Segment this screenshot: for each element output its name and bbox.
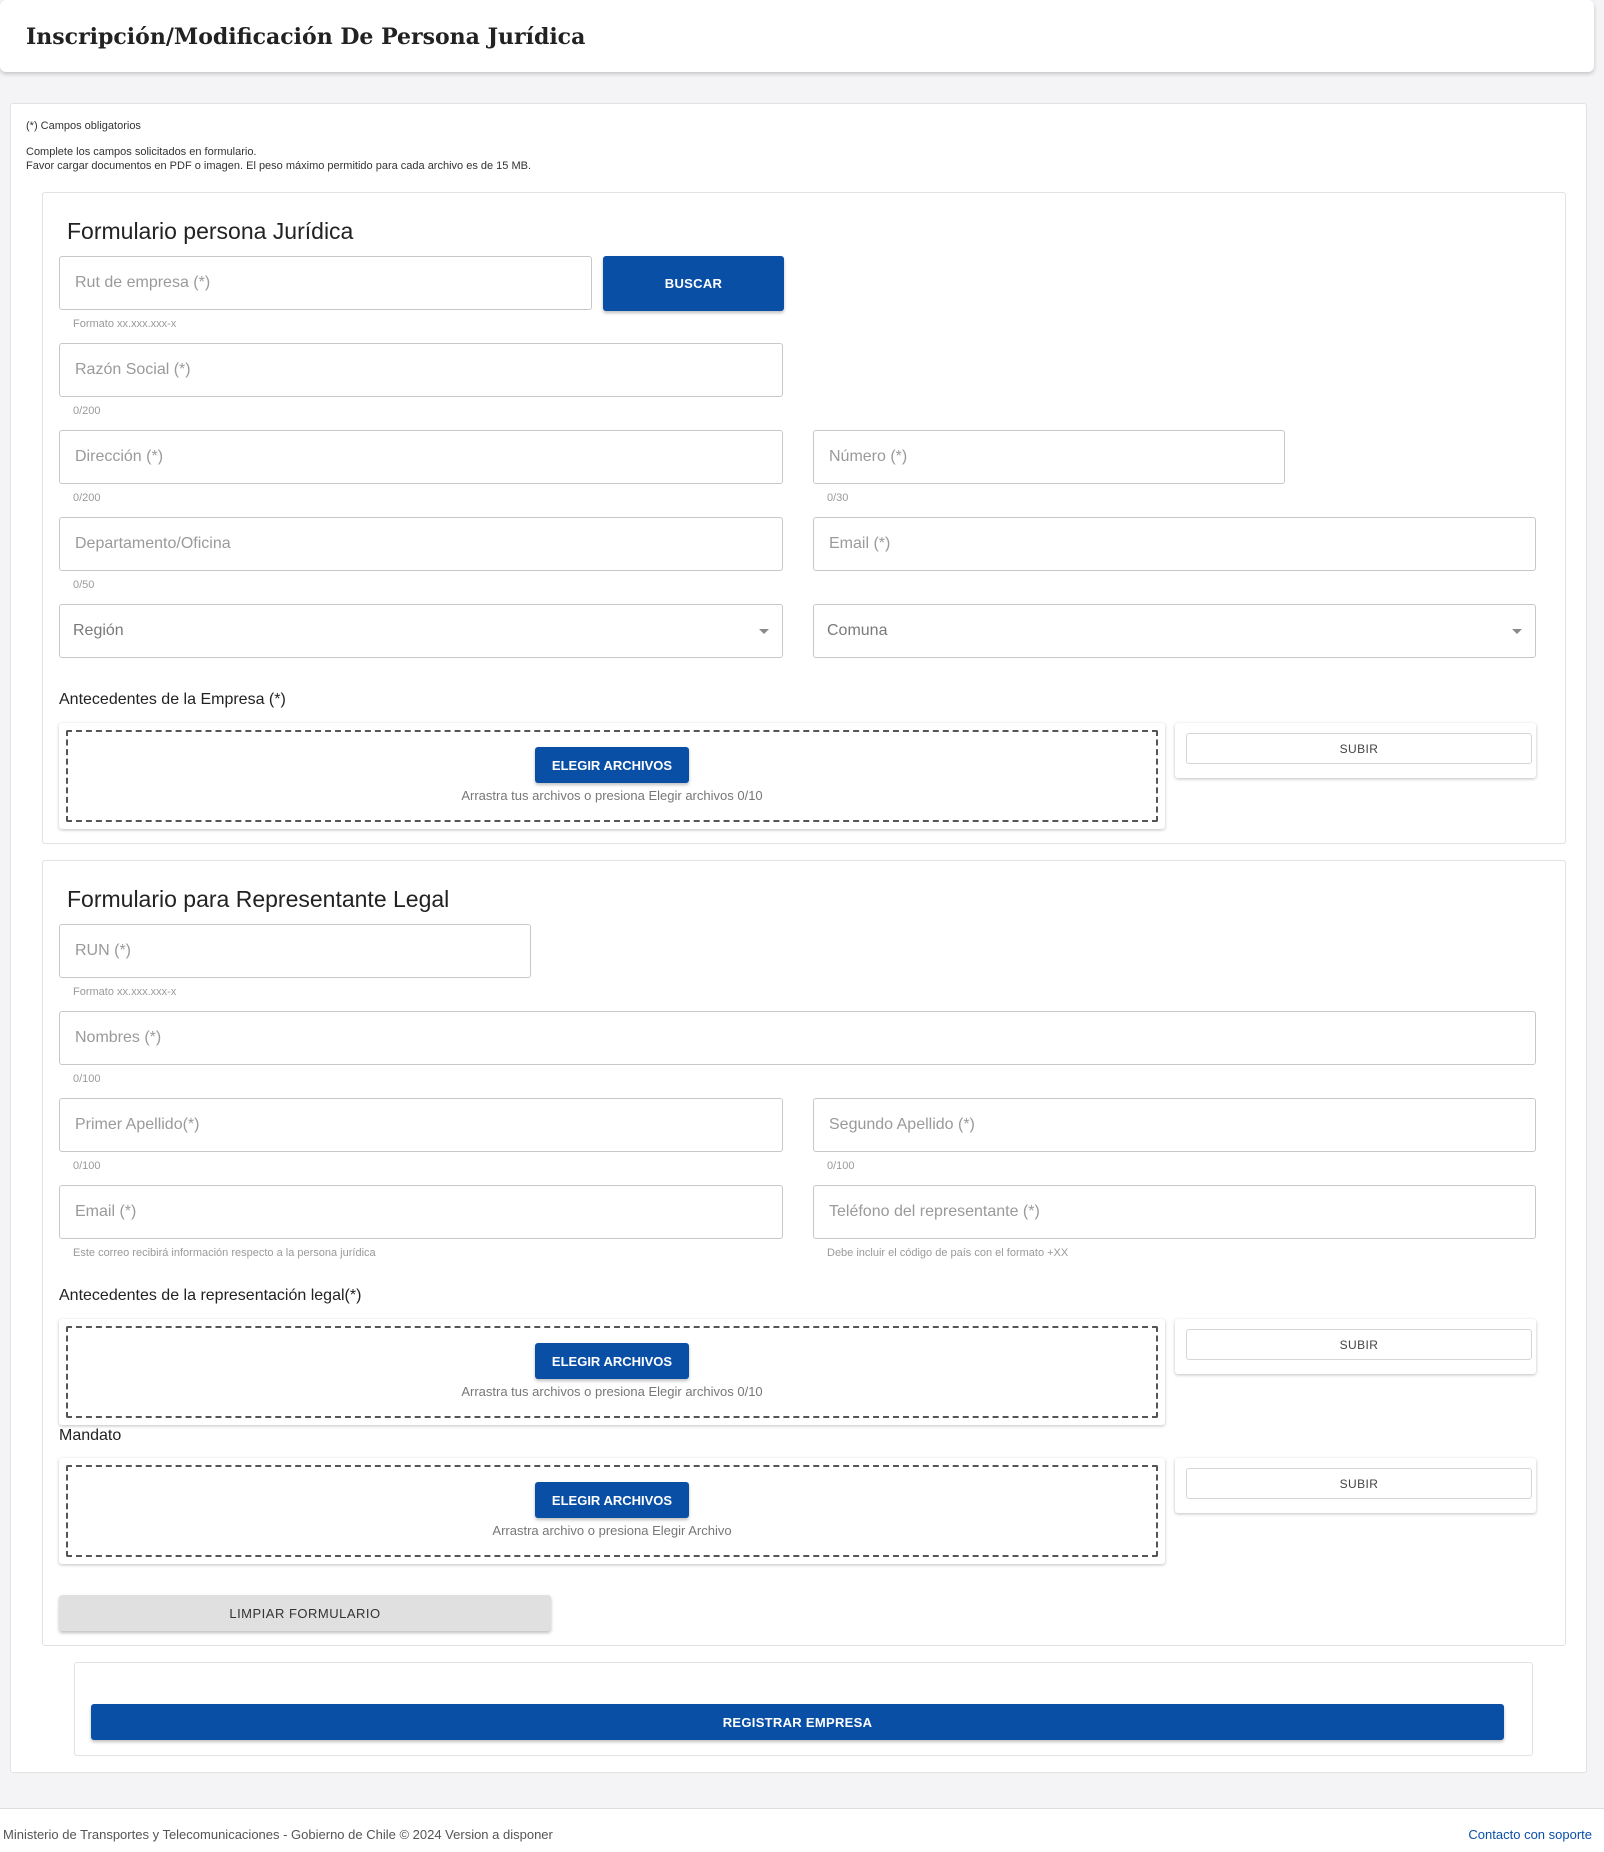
nombres-field[interactable] <box>59 1011 1536 1065</box>
mandato-dropzone[interactable] <box>66 1465 1158 1557</box>
comuna-select-label: Comuna <box>827 622 888 639</box>
segundo-apellido-counter: 0/100 <box>827 1160 855 1172</box>
empresa-email-field[interactable] <box>813 517 1536 571</box>
direccion-counter: 0/200 <box>73 492 101 504</box>
buscar-button[interactable]: BUSCAR <box>603 256 784 311</box>
telefono-field[interactable] <box>813 1185 1536 1239</box>
direccion-input[interactable] <box>73 447 782 467</box>
antecedentes-empresa-label: Antecedentes de la Empresa (*) <box>59 691 286 708</box>
antecedentes-empresa-upload <box>59 723 1165 829</box>
mandato-upload-panel <box>1175 1458 1536 1513</box>
representante-email-hint: Este correo recibirá información respecto a la persona jurídica <box>73 1247 376 1259</box>
telefono-input[interactable] <box>827 1202 1535 1222</box>
razon-social-input[interactable] <box>73 360 782 380</box>
representante-email-field[interactable] <box>59 1185 783 1239</box>
chevron-down-icon <box>1512 629 1522 634</box>
run-field[interactable] <box>59 924 531 978</box>
empresa-email-input[interactable] <box>827 534 1535 554</box>
antecedentes-empresa-upload-panel <box>1175 723 1536 778</box>
razon-social-counter: 0/200 <box>73 405 101 417</box>
register-card <box>74 1662 1533 1756</box>
mandato-label: Mandato <box>59 1427 122 1444</box>
departamento-input[interactable] <box>73 534 782 554</box>
numero-field[interactable] <box>813 430 1285 484</box>
nombres-counter: 0/100 <box>73 1073 101 1085</box>
limpiar-formulario-button[interactable]: LIMPIAR FORMULARIO <box>59 1595 551 1631</box>
subir-button[interactable]: SUBIR <box>1186 1468 1532 1499</box>
representante-form-card <box>42 860 1566 1646</box>
elegir-archivos-button[interactable]: ELEGIR ARCHIVOS <box>535 1482 689 1518</box>
segundo-apellido-input[interactable] <box>827 1115 1535 1135</box>
antecedentes-representacion-dropzone[interactable] <box>66 1326 1158 1418</box>
direccion-field[interactable] <box>59 430 783 484</box>
representante-email-input[interactable] <box>73 1202 782 1222</box>
dropzone-text: Arrastra tus archivos o presiona Elegir archivos 0/10 <box>461 788 763 803</box>
dropzone-text: Arrastra archivo o presiona Elegir Archivo <box>492 1523 732 1538</box>
departamento-field[interactable] <box>59 517 783 571</box>
mandato-upload <box>59 1458 1165 1564</box>
antecedentes-empresa-dropzone[interactable] <box>66 730 1158 822</box>
rut-empresa-field[interactable] <box>59 256 592 310</box>
segundo-apellido-field[interactable] <box>813 1098 1536 1152</box>
run-input[interactable] <box>73 941 530 961</box>
run-hint: Formato xx.xxx.xxx-x <box>73 986 177 998</box>
numero-input[interactable] <box>827 447 1284 467</box>
elegir-archivos-button[interactable]: ELEGIR ARCHIVOS <box>535 1343 689 1379</box>
rut-empresa-input[interactable] <box>73 273 591 293</box>
antecedentes-representacion-label: Antecedentes de la representación legal(*) <box>59 1287 362 1304</box>
required-note: (*) Campos obligatorios <box>26 120 141 132</box>
primer-apellido-input[interactable] <box>73 1115 782 1135</box>
rut-empresa-hint: Formato xx.xxx.xxx-x <box>73 318 177 330</box>
page-title: Inscripción/Modificación De Persona Jurídica <box>26 24 586 50</box>
antecedentes-representacion-upload <box>59 1319 1165 1425</box>
razon-social-field[interactable] <box>59 343 783 397</box>
chevron-down-icon <box>759 629 769 634</box>
antecedentes-representacion-upload-panel <box>1175 1319 1536 1374</box>
region-select-label: Región <box>73 622 124 639</box>
numero-counter: 0/30 <box>827 492 849 504</box>
instructions-line-1: Complete los campos solicitados en formulario. <box>26 146 257 158</box>
primer-apellido-field[interactable] <box>59 1098 783 1152</box>
instructions-line-2: Favor cargar documentos en PDF o imagen. El peso máximo permitido para cada archivo es de 15 MB. <box>26 160 532 172</box>
main-container <box>10 103 1587 1773</box>
empresa-form-title: Formulario persona Jurídica <box>67 218 354 244</box>
page-footer <box>0 1808 1604 1852</box>
page-header <box>0 0 1594 72</box>
elegir-archivos-button[interactable]: ELEGIR ARCHIVOS <box>535 747 689 783</box>
telefono-hint: Debe incluir el código de país con el formato +XX <box>827 1247 1069 1259</box>
departamento-counter: 0/50 <box>73 579 95 591</box>
comuna-select[interactable] <box>813 604 1536 658</box>
subir-button[interactable]: SUBIR <box>1186 1329 1532 1360</box>
footer-copyright: Ministerio de Transportes y Telecomunicaciones - Gobierno de Chile © 2024 Version a disponer <box>3 1827 553 1842</box>
primer-apellido-counter: 0/100 <box>73 1160 101 1172</box>
region-select[interactable] <box>59 604 783 658</box>
nombres-input[interactable] <box>73 1028 1535 1048</box>
subir-button[interactable]: SUBIR <box>1186 733 1532 764</box>
registrar-empresa-button[interactable]: REGISTRAR EMPRESA <box>91 1704 1504 1740</box>
representante-form-title: Formulario para Representante Legal <box>67 886 450 912</box>
contacto-soporte-link[interactable]: Contacto con soporte <box>1468 1827 1592 1842</box>
empresa-form-card <box>42 192 1566 844</box>
dropzone-text: Arrastra tus archivos o presiona Elegir archivos 0/10 <box>461 1384 763 1399</box>
